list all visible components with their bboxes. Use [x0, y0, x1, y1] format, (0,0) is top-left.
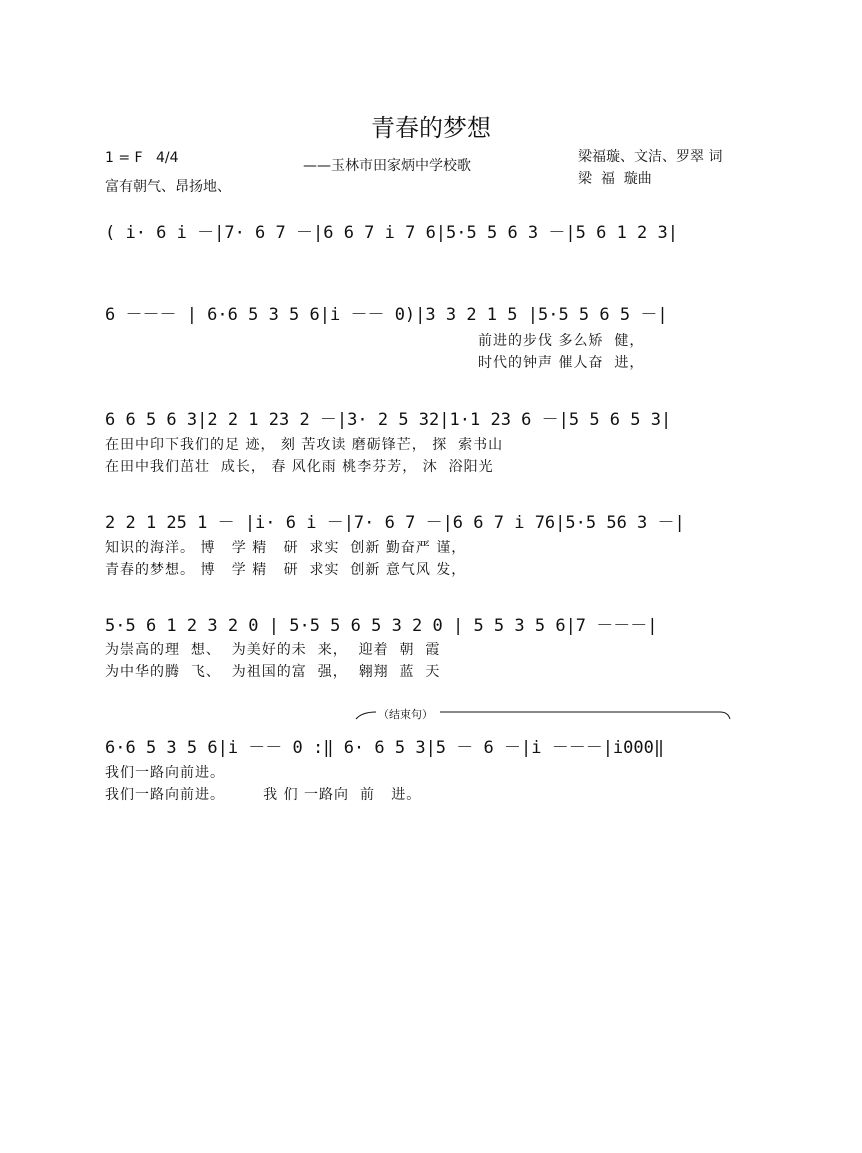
- staff-line-1: ( i· 6 i －|7· 6 7 －|6 6 7 i 7 6|5·5 5 6 3 －|5 6 1 2 3|: [105, 223, 678, 243]
- lyric-line-6b: 我们一路向前进。 我 们 一路向 前 进。: [105, 787, 422, 803]
- staff-line-3: 6 6 5 6 3|2 2 1 23 2 －|3· 2 5 32|1·1 23 6 －|5 5 6 5 3|: [105, 410, 672, 430]
- composer-credit: 梁 福 璇曲: [578, 171, 652, 187]
- staff-line-2: 6 －－－ | 6·6 5 3 5 6|i －－ 0)|3 3 2 1 5 |5·5 5 6 5 －|: [105, 305, 668, 325]
- lyric-line-4a: 知识的海洋。 博 学 精 研 求实 创新 勤奋严 谨，: [105, 540, 467, 556]
- ending-label: （结束句）: [378, 708, 433, 721]
- staff-line-4: 2 2 1 25 1 － |i· 6 i －|7· 6 7 －|6 6 7 i 76|5·5 56 3 －|: [105, 513, 685, 533]
- lyric-line-5b: 为中华的腾 飞、 为祖国的富 强， 翱翔 蓝 天: [105, 664, 441, 680]
- lyric-line-4b: 青春的梦想。 博 学 精 研 求实 创新 意气风 发，: [105, 562, 467, 578]
- staff-line-6: 6·6 5 3 5 6|i －－ 0 :‖ 6· 6 5 3|5 － 6 －|i －－－|i000‖: [105, 738, 665, 758]
- lyricist-credit: 梁福璇、文洁、罗翠 词: [578, 149, 723, 165]
- lyric-line-3a: 在田中印下我们的足 迹， 刻 苦攻读 磨砺锋芒， 探 索书山: [105, 437, 504, 453]
- staff-line-5: 5·5 6 1 2 3 2 0 | 5·5 5 6 5 3 2 0 | 5 5 3 5 6|7 －－－|: [105, 616, 658, 636]
- song-title: 青春的梦想: [371, 114, 491, 142]
- lyric-line-2b: 时代的钟声 催人奋 进，: [478, 355, 645, 371]
- song-subtitle: ——玉林市田家炳中学校歌: [303, 158, 471, 174]
- expression-mark: 富有朝气、昂扬地、: [105, 179, 231, 195]
- lyric-line-3b: 在田中我们茁壮 成长， 春 风化雨 桃李芬芳， 沐 浴阳光: [105, 459, 494, 475]
- key-meter: 1 = F 4/4: [105, 150, 179, 166]
- lyric-line-5a: 为崇高的理 想、 为美好的未 来， 迎着 朝 霞: [105, 642, 441, 658]
- lyric-line-2a: 前进的步伐 多么矫 健，: [478, 333, 645, 349]
- lyric-line-6a: 我们一路向前进。: [105, 765, 225, 781]
